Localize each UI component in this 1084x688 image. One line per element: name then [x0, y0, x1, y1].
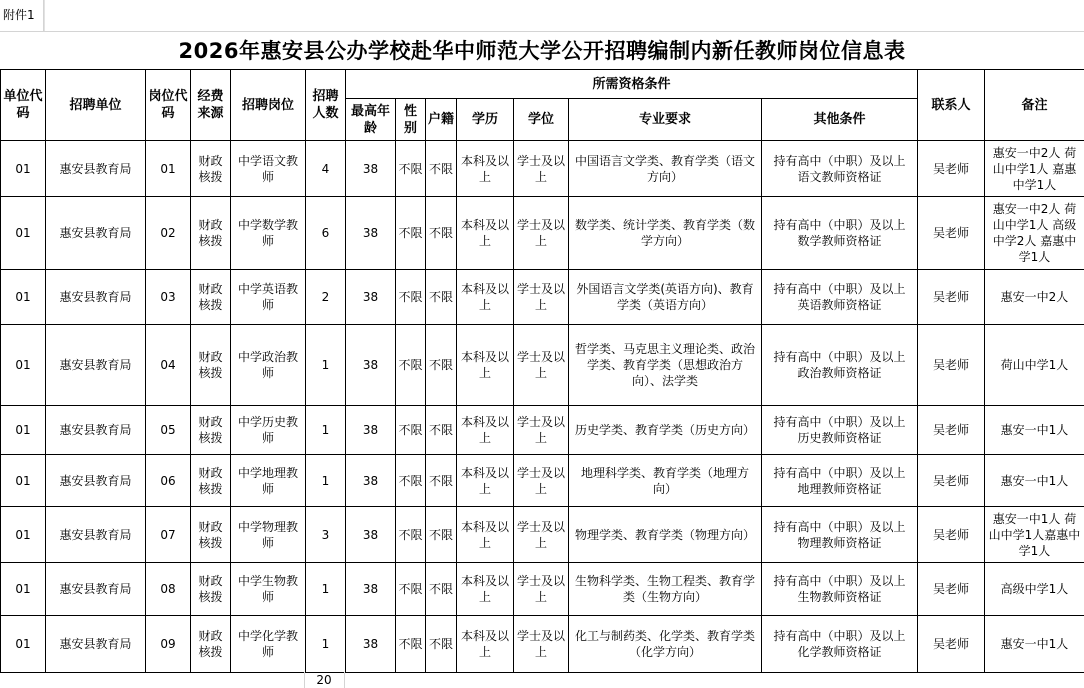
count-cell[interactable]: 1 — [306, 616, 346, 673]
gender-cell[interactable]: 不限 — [396, 197, 426, 270]
max-age-cell[interactable]: 38 — [346, 325, 396, 406]
unit-cell[interactable]: 惠安县教育局 — [46, 141, 146, 197]
header-education[interactable]: 学历 — [457, 99, 514, 141]
gender-cell[interactable]: 不限 — [396, 325, 426, 406]
post-code-cell[interactable]: 03 — [146, 270, 191, 325]
unit-code-cell[interactable]: 01 — [1, 325, 46, 406]
post-cell[interactable]: 中学生物教师 — [231, 563, 306, 616]
hukou-cell[interactable]: 不限 — [426, 455, 457, 507]
remark-cell[interactable]: 惠安一中1人 — [985, 455, 1084, 507]
funding-cell[interactable]: 财政核拨 — [191, 325, 231, 406]
table-row — [1, 141, 1084, 197]
table-row — [1, 563, 1084, 616]
count-cell[interactable]: 1 — [306, 325, 346, 406]
contact-cell[interactable]: 吴老师 — [918, 455, 985, 507]
table-title[interactable]: 2026年惠安县公办学校赴华中师范大学公开招聘编制内新任教师岗位信息表 — [0, 31, 1084, 70]
major-cell[interactable]: 历史学类、教育学类（历史方向） — [569, 406, 762, 455]
max-age-cell[interactable]: 38 — [346, 616, 396, 673]
table-row — [1, 455, 1084, 507]
education-cell[interactable]: 本科及以上 — [457, 406, 514, 455]
header-post-code[interactable]: 岗位代码 — [146, 70, 191, 141]
contact-cell[interactable]: 吴老师 — [918, 141, 985, 197]
count-cell[interactable]: 6 — [306, 197, 346, 270]
post-code-cell[interactable]: 07 — [146, 507, 191, 563]
hukou-cell[interactable]: 不限 — [426, 507, 457, 563]
count-cell[interactable]: 2 — [306, 270, 346, 325]
grid-line — [44, 0, 45, 31]
remark-cell[interactable]: 惠安一中2人 荷山中学1人 高级中学2人 嘉惠中学1人 — [985, 197, 1084, 270]
hukou-cell[interactable]: 不限 — [426, 270, 457, 325]
gender-cell[interactable]: 不限 — [396, 270, 426, 325]
header-post[interactable]: 招聘岗位 — [231, 70, 306, 141]
other-cell[interactable]: 持有高中（中职）及以上数学教师资格证 — [762, 197, 918, 270]
unit-cell[interactable]: 惠安县教育局 — [46, 406, 146, 455]
education-cell[interactable]: 本科及以上 — [457, 270, 514, 325]
education-cell[interactable]: 本科及以上 — [457, 616, 514, 673]
header-count[interactable]: 招聘人数 — [306, 70, 346, 141]
other-cell[interactable]: 持有高中（中职）及以上物理教师资格证 — [762, 507, 918, 563]
remark-cell[interactable]: 惠安一中1人 — [985, 616, 1084, 673]
post-code-cell[interactable]: 04 — [146, 325, 191, 406]
post-cell[interactable]: 中学地理教师 — [231, 455, 306, 507]
unit-code-cell[interactable]: 01 — [1, 455, 46, 507]
gender-cell[interactable]: 不限 — [396, 455, 426, 507]
post-code-cell[interactable]: 09 — [146, 616, 191, 673]
max-age-cell[interactable]: 38 — [346, 270, 396, 325]
job-table — [0, 69, 1084, 673]
unit-cell[interactable]: 惠安县教育局 — [46, 507, 146, 563]
post-cell[interactable]: 中学物理教师 — [231, 507, 306, 563]
unit-cell[interactable]: 惠安县教育局 — [46, 563, 146, 616]
count-cell[interactable]: 1 — [306, 563, 346, 616]
degree-cell[interactable]: 学士及以上 — [514, 141, 569, 197]
other-cell[interactable]: 持有高中（中职）及以上化学教师资格证 — [762, 616, 918, 673]
count-cell[interactable]: 1 — [306, 406, 346, 455]
remark-cell[interactable]: 惠安一中2人 — [985, 270, 1084, 325]
unit-cell[interactable]: 惠安县教育局 — [46, 616, 146, 673]
unit-code-cell[interactable]: 01 — [1, 141, 46, 197]
funding-cell[interactable]: 财政核拨 — [191, 406, 231, 455]
education-cell[interactable]: 本科及以上 — [457, 563, 514, 616]
contact-cell[interactable]: 吴老师 — [918, 616, 985, 673]
table-row — [1, 406, 1084, 455]
unit-cell[interactable]: 惠安县教育局 — [46, 270, 146, 325]
table-row — [1, 197, 1084, 270]
post-code-cell[interactable]: 02 — [146, 197, 191, 270]
count-cell[interactable]: 3 — [306, 507, 346, 563]
degree-cell[interactable]: 学士及以上 — [514, 616, 569, 673]
funding-cell[interactable]: 财政核拨 — [191, 455, 231, 507]
gender-cell[interactable]: 不限 — [396, 141, 426, 197]
post-cell[interactable]: 中学英语教师 — [231, 270, 306, 325]
major-cell[interactable]: 数学类、统计学类、教育学类（数学方向） — [569, 197, 762, 270]
header-gender[interactable]: 性别 — [396, 99, 426, 141]
unit-code-cell[interactable]: 01 — [1, 507, 46, 563]
hukou-cell[interactable]: 不限 — [426, 325, 457, 406]
major-cell[interactable]: 物理学类、教育学类（物理方向） — [569, 507, 762, 563]
education-cell[interactable]: 本科及以上 — [457, 325, 514, 406]
contact-cell[interactable]: 吴老师 — [918, 507, 985, 563]
education-cell[interactable]: 本科及以上 — [457, 455, 514, 507]
header-unit-code[interactable]: 单位代码 — [1, 70, 46, 141]
table-row — [1, 270, 1084, 325]
header-degree[interactable]: 学位 — [514, 99, 569, 141]
degree-cell[interactable]: 学士及以上 — [514, 507, 569, 563]
funding-cell[interactable]: 财政核拨 — [191, 270, 231, 325]
major-cell[interactable]: 生物科学类、生物工程类、教育学类（生物方向） — [569, 563, 762, 616]
remark-cell[interactable]: 惠安一中1人 — [985, 406, 1084, 455]
unit-cell[interactable]: 惠安县教育局 — [46, 197, 146, 270]
post-cell[interactable]: 中学数学教师 — [231, 197, 306, 270]
post-cell[interactable]: 中学化学教师 — [231, 616, 306, 673]
remark-cell[interactable]: 荷山中学1人 — [985, 325, 1084, 406]
contact-cell[interactable]: 吴老师 — [918, 563, 985, 616]
funding-cell[interactable]: 财政核拨 — [191, 141, 231, 197]
header-funding[interactable]: 经费来源 — [191, 70, 231, 141]
contact-cell[interactable]: 吴老师 — [918, 270, 985, 325]
degree-cell[interactable]: 学士及以上 — [514, 325, 569, 406]
post-cell[interactable]: 中学语文教师 — [231, 141, 306, 197]
table-row — [1, 325, 1084, 406]
header-unit[interactable]: 招聘单位 — [46, 70, 146, 141]
education-cell[interactable]: 本科及以上 — [457, 197, 514, 270]
remark-cell[interactable]: 高级中学1人 — [985, 563, 1084, 616]
unit-cell[interactable]: 惠安县教育局 — [46, 325, 146, 406]
unit-code-cell[interactable]: 01 — [1, 563, 46, 616]
post-code-cell[interactable]: 06 — [146, 455, 191, 507]
major-cell[interactable]: 化工与制药类、化学类、教育学类（化学方向） — [569, 616, 762, 673]
header-remark[interactable]: 备注 — [985, 70, 1084, 141]
header-major[interactable]: 专业要求 — [569, 99, 762, 141]
unit-code-cell[interactable]: 01 — [1, 406, 46, 455]
unit-code-cell[interactable]: 01 — [1, 270, 46, 325]
attachment-label[interactable]: 附件1 — [0, 0, 44, 31]
degree-cell[interactable]: 学士及以上 — [514, 270, 569, 325]
header-qualifications[interactable]: 所需资格条件 — [346, 70, 918, 99]
hukou-cell[interactable]: 不限 — [426, 197, 457, 270]
total-count[interactable]: 20 — [316, 673, 332, 687]
degree-cell[interactable]: 学士及以上 — [514, 455, 569, 507]
education-cell[interactable]: 本科及以上 — [457, 141, 514, 197]
header-contact[interactable]: 联系人 — [918, 70, 985, 141]
total-row — [0, 672, 1084, 688]
hukou-cell[interactable]: 不限 — [426, 563, 457, 616]
hukou-cell[interactable]: 不限 — [426, 406, 457, 455]
funding-cell[interactable]: 财政核拨 — [191, 563, 231, 616]
post-code-cell[interactable]: 05 — [146, 406, 191, 455]
contact-cell[interactable]: 吴老师 — [918, 197, 985, 270]
gender-cell[interactable]: 不限 — [396, 563, 426, 616]
other-cell[interactable]: 持有高中（中职）及以上地理教师资格证 — [762, 455, 918, 507]
header-max-age[interactable]: 最高年龄 — [346, 99, 396, 141]
max-age-cell[interactable]: 38 — [346, 507, 396, 563]
max-age-cell[interactable]: 38 — [346, 197, 396, 270]
degree-cell[interactable]: 学士及以上 — [514, 406, 569, 455]
max-age-cell[interactable]: 38 — [346, 406, 396, 455]
gender-cell[interactable]: 不限 — [396, 616, 426, 673]
other-cell[interactable]: 持有高中（中职）及以上生物教师资格证 — [762, 563, 918, 616]
degree-cell[interactable]: 学士及以上 — [514, 563, 569, 616]
education-cell[interactable]: 本科及以上 — [457, 507, 514, 563]
count-cell[interactable]: 1 — [306, 455, 346, 507]
table-row — [1, 507, 1084, 563]
funding-cell[interactable]: 财政核拨 — [191, 197, 231, 270]
major-cell[interactable]: 外国语言文学类(英语方向)、教育学类（英语方向） — [569, 270, 762, 325]
attachment-row — [0, 0, 1084, 32]
header-other[interactable]: 其他条件 — [762, 99, 918, 141]
hukou-cell[interactable]: 不限 — [426, 616, 457, 673]
contact-cell[interactable]: 吴老师 — [918, 325, 985, 406]
major-cell[interactable]: 哲学类、马克思主义理论类、政治学类、教育学类（思想政治方向）、法学类 — [569, 325, 762, 406]
max-age-cell[interactable]: 38 — [346, 141, 396, 197]
post-cell[interactable]: 中学政治教师 — [231, 325, 306, 406]
post-code-cell[interactable]: 01 — [146, 141, 191, 197]
other-cell[interactable]: 持有高中（中职）及以上历史教师资格证 — [762, 406, 918, 455]
unit-code-cell[interactable]: 01 — [1, 616, 46, 673]
unit-code-cell[interactable]: 01 — [1, 197, 46, 270]
other-cell[interactable]: 持有高中（中职）及以上政治教师资格证 — [762, 325, 918, 406]
post-cell[interactable]: 中学历史教师 — [231, 406, 306, 455]
max-age-cell[interactable]: 38 — [346, 455, 396, 507]
degree-cell[interactable]: 学士及以上 — [514, 197, 569, 270]
remark-cell[interactable]: 惠安一中1人 荷山中学1人嘉惠中学1人 — [985, 507, 1084, 563]
hukou-cell[interactable]: 不限 — [426, 141, 457, 197]
major-cell[interactable]: 地理科学类、教育学类（地理方向） — [569, 455, 762, 507]
unit-cell[interactable]: 惠安县教育局 — [46, 455, 146, 507]
major-cell[interactable]: 中国语言文学类、教育学类（语文方向） — [569, 141, 762, 197]
grid-line — [344, 672, 345, 688]
post-code-cell[interactable]: 08 — [146, 563, 191, 616]
funding-cell[interactable]: 财政核拨 — [191, 507, 231, 563]
gender-cell[interactable]: 不限 — [396, 406, 426, 455]
gender-cell[interactable]: 不限 — [396, 507, 426, 563]
remark-cell[interactable]: 惠安一中2人 荷山中学1人 嘉惠中学1人 — [985, 141, 1084, 197]
count-cell[interactable]: 4 — [306, 141, 346, 197]
funding-cell[interactable]: 财政核拨 — [191, 616, 231, 673]
header-hukou[interactable]: 户籍 — [426, 99, 457, 141]
contact-cell[interactable]: 吴老师 — [918, 406, 985, 455]
max-age-cell[interactable]: 38 — [346, 563, 396, 616]
other-cell[interactable]: 持有高中（中职）及以上英语教师资格证 — [762, 270, 918, 325]
table-row — [1, 616, 1084, 673]
other-cell[interactable]: 持有高中（中职）及以上语文教师资格证 — [762, 141, 918, 197]
